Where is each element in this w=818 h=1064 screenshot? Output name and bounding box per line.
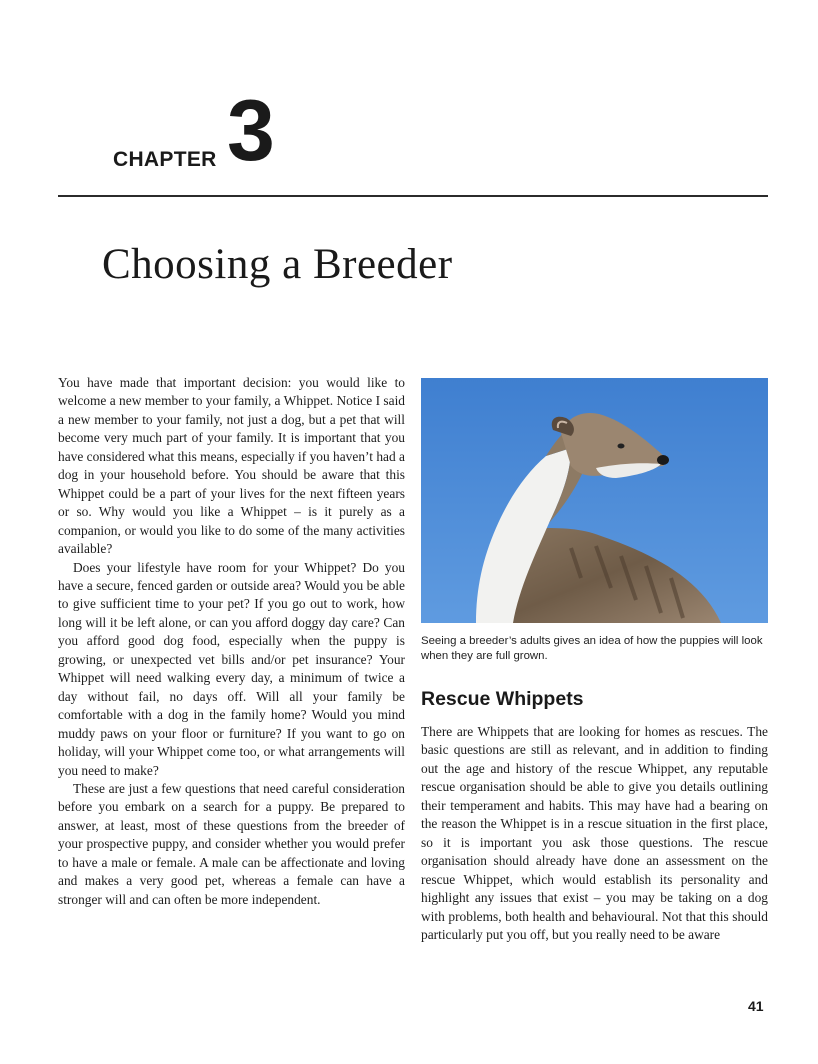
chapter-title: Choosing a Breeder — [102, 241, 453, 288]
left-column — [58, 374, 405, 909]
body-paragraph: You have made that important decision: you would like to welcome a new member to your family, a Whippet. Notice I said a new member to your family, not just a dog, but a pet that will become very much part of your family. It is important that you have considered what this means, especially if you haven’t had a dog in your household before. You should be aware that this Whippet could be a part of your lives for the next fifteen years or so. Why would you like a Whippet – is it purely as a companion, or would you like to do some of the many activities available? — [58, 375, 405, 557]
right-column — [421, 723, 768, 944]
page-number: 41 — [748, 998, 764, 1014]
body-paragraph: These are just a few questions that need careful consideration before you embark on a search for a puppy. Be prepared to answer, at least, most of these questions from the breeder of your prospective puppy, and consider whether you would prefer to have a male or female. A male can be affectionate and loving and makes a very good pet, whereas a female can have a stronger will and can often be more independent. — [58, 780, 405, 907]
section-heading: Rescue Whippets — [421, 688, 584, 710]
whippet-photo — [421, 378, 768, 623]
chapter-label: CHAPTER — [113, 148, 217, 171]
body-paragraph: Does your lifestyle have room for your Whippet? Do you have a secure, fenced garden or outside area? Would you be able to give sufficient time to your pet? If you go out to work, how long will it be left alone, or can you afford doggy day care? Can you afford good dog food, especially when the puppy is growing, or unexpected vet bills and/or pet insurance? Your Whippet will need walking every day, a minimum of twice a day without fail, no days off. Will all your family be comfortable with a dog in the family home? Would you mind muddy paws on your floor or furniture? If you want to go on holiday, will your Whippet come too, or what arrangements will you need to make? — [58, 559, 405, 778]
body-paragraph: There are Whippets that are looking for homes as rescues. The basic questions are still as relevant, and in addition to finding out the age and history of the rescue Whippet, any reputable rescue organisation should be able to give you details outlining their temperament and habits. This may have had a bearing on the reason the Whippet is in a rescue situation in the first place, so it is important you ask those questions. The rescue organisation should already have done an assessment on the rescue Whippet, which would establish its personality and highlight any issues that exist – you may be taking on a dog with problems, both health and behavioural. Not that this should particularly put you off, but you really need to be aware — [421, 724, 768, 942]
chapter-number: 3 — [227, 83, 275, 179]
chapter-divider — [58, 195, 768, 197]
photo-caption: Seeing a breeder’s adults gives an idea of how the puppies will look when they are full grown. — [421, 635, 763, 662]
